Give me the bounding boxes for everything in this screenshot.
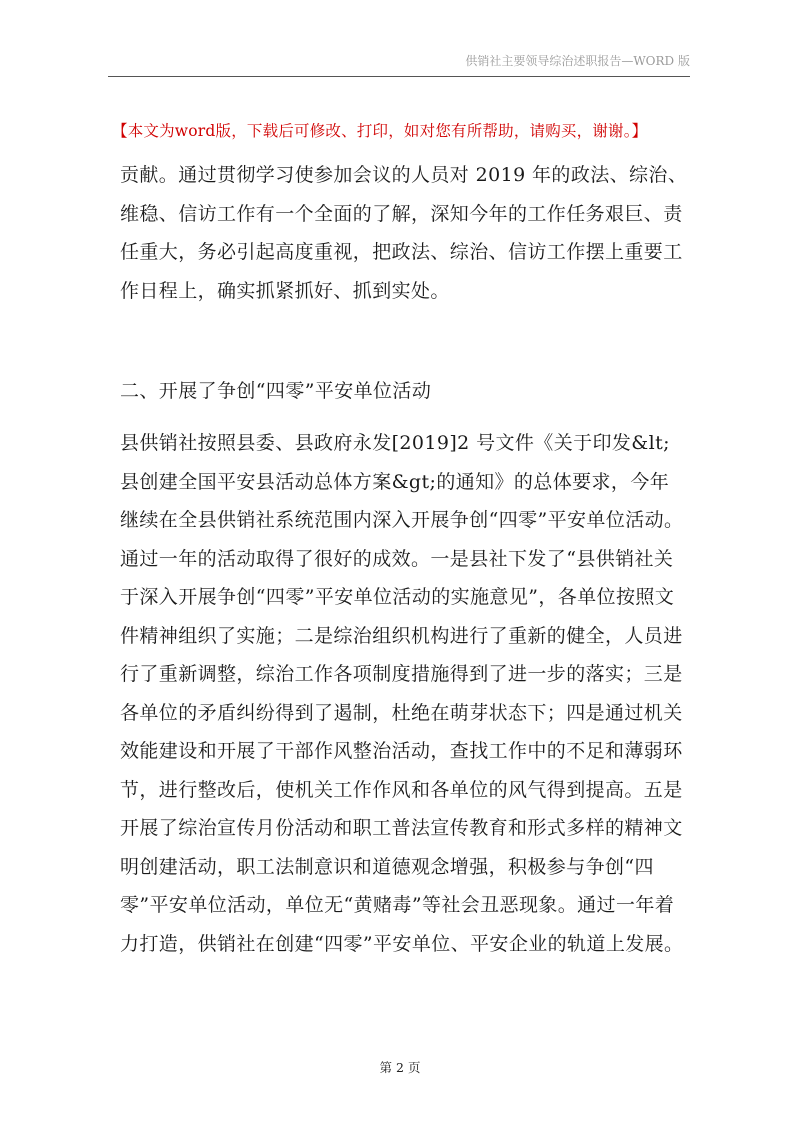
running-header: 供销社主要领导综治述职报告—WORD 版 [465, 54, 690, 68]
paragraph-1: 贡献。通过贯彻学习使参加会议的人员对 2019 年的政法、综治、维稳、信访工作有一个全面的了解，深知今年的工作任务艰巨、责任重大，务必引起高度重视，把政法、综治、信访工作摆上重要工作日程上，确实抓紧抓好、抓到实处。 [120, 164, 688, 302]
header-divider [108, 76, 690, 77]
download-notice: 【本文为word版，下载后可修改、打印，如对您有所帮助，请购买，谢谢。】 [112, 122, 648, 140]
paragraph-2: 县供销社按照县委、县政府永发[2019]2 号文件《关于印发&lt;县创建全国平安县活动总体方案&gt;的通知》的总体要求，今年继续在全县供销社系统范围内深入开展争创“四零”平安单位活动。通过一年的活动取得了很好的成效。一是县社下发了“县供销社关于深入开展争创“四零”平安单位活动的实施意见”，各单位按照文件精神组织了实施；二是综治组织机构进行了重新的健全，人员进行了重新调整，综治工作各项制度措施得到了进一步的落实；三是各单位的矛盾纠纷得到了遏制，杜绝在萌芽状态下；四是通过机关效能建设和开展了干部作风整治活动，查找工作中的不足和薄弱环节，进行整改后，使机关工作作风和各单位的风气得到提高。五是开展了综治宣传月份活动和职工普法宣传教育和形式多样的精神文明创建活动，职工法制意识和道德观念增强，积极参与争创“四零”平安单位活动，单位无“黄赌毒”等社会丑恶现象。通过一年着力打造，供销社在创建“四零”平安单位、平安企业的轨道上发展。 [120, 432, 684, 955]
section-heading: 二、开展了争创“四零”平安单位活动 [120, 380, 432, 402]
page-number: 第 2 页 [379, 1060, 421, 1075]
